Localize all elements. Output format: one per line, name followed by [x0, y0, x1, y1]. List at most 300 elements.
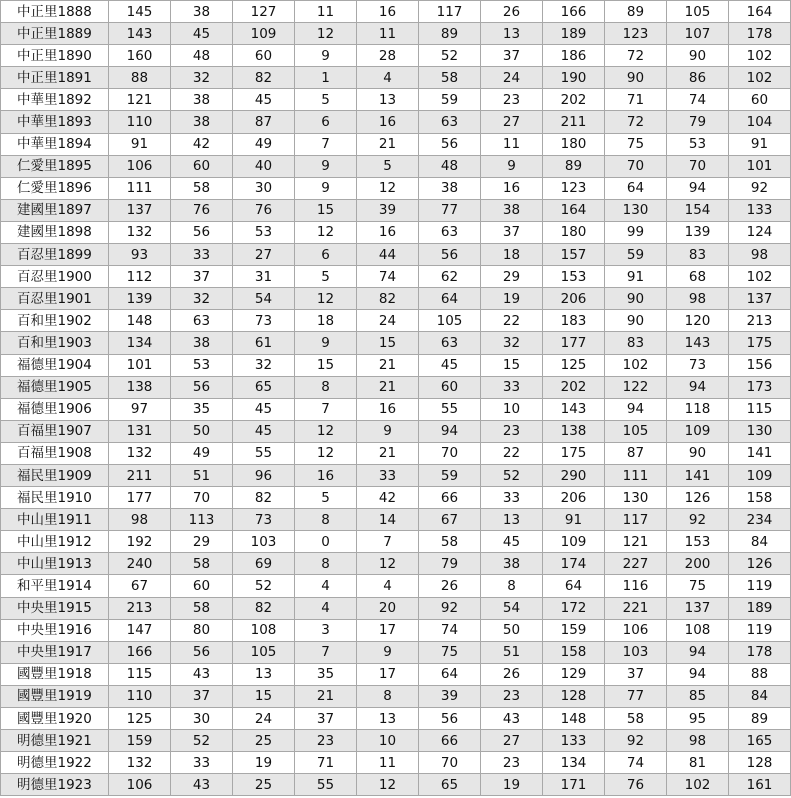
value-cell: 63: [171, 310, 233, 332]
value-cell: 33: [171, 244, 233, 266]
value-cell: 128: [543, 685, 605, 707]
value-cell: 30: [171, 708, 233, 730]
value-cell: 21: [357, 133, 419, 155]
value-cell: 44: [357, 244, 419, 266]
table-row: [1, 619, 791, 641]
value-cell: 40: [233, 155, 295, 177]
value-cell: 89: [729, 708, 791, 730]
value-cell: 12: [295, 442, 357, 464]
value-cell: 134: [543, 752, 605, 774]
value-cell: 59: [605, 244, 667, 266]
table-row: [1, 244, 791, 266]
value-cell: 62: [419, 266, 481, 288]
table-row: [1, 89, 791, 111]
table-row: [1, 464, 791, 486]
value-cell: 21: [357, 442, 419, 464]
value-cell: 91: [729, 133, 791, 155]
value-cell: 59: [419, 464, 481, 486]
value-cell: 71: [605, 89, 667, 111]
value-cell: 70: [667, 155, 729, 177]
value-cell: 13: [357, 89, 419, 111]
value-cell: 54: [233, 288, 295, 310]
value-cell: 123: [543, 177, 605, 199]
value-cell: 5: [295, 266, 357, 288]
table-row: [1, 199, 791, 221]
value-cell: 39: [357, 199, 419, 221]
value-cell: 45: [233, 89, 295, 111]
table-row: [1, 332, 791, 354]
value-cell: 69: [233, 553, 295, 575]
value-cell: 90: [605, 288, 667, 310]
value-cell: 45: [481, 531, 543, 553]
value-cell: 91: [543, 509, 605, 531]
value-cell: 126: [729, 553, 791, 575]
value-cell: 119: [729, 575, 791, 597]
row-label-cell: 百和里1903: [1, 332, 109, 354]
value-cell: 43: [171, 663, 233, 685]
value-cell: 109: [667, 420, 729, 442]
value-cell: 89: [605, 1, 667, 23]
value-cell: 127: [233, 1, 295, 23]
value-cell: 9: [295, 332, 357, 354]
value-cell: 55: [295, 774, 357, 796]
value-cell: 9: [295, 45, 357, 67]
value-cell: 111: [109, 177, 171, 199]
value-cell: 159: [109, 730, 171, 752]
value-cell: 45: [233, 420, 295, 442]
value-cell: 160: [109, 45, 171, 67]
value-cell: 21: [295, 685, 357, 707]
value-cell: 63: [419, 111, 481, 133]
value-cell: 139: [667, 221, 729, 243]
value-cell: 30: [233, 177, 295, 199]
value-cell: 45: [171, 23, 233, 45]
table-row: [1, 67, 791, 89]
value-cell: 132: [109, 442, 171, 464]
value-cell: 165: [729, 730, 791, 752]
value-cell: 180: [543, 133, 605, 155]
value-cell: 12: [295, 221, 357, 243]
value-cell: 11: [481, 133, 543, 155]
value-cell: 65: [233, 376, 295, 398]
value-cell: 16: [481, 177, 543, 199]
value-cell: 77: [605, 685, 667, 707]
value-cell: 190: [543, 67, 605, 89]
table-row: [1, 45, 791, 67]
value-cell: 186: [543, 45, 605, 67]
value-cell: 92: [729, 177, 791, 199]
value-cell: 105: [419, 310, 481, 332]
value-cell: 109: [729, 464, 791, 486]
value-cell: 94: [667, 641, 729, 663]
table-row: [1, 752, 791, 774]
value-cell: 50: [171, 420, 233, 442]
value-cell: 211: [109, 464, 171, 486]
row-label-cell: 百福里1907: [1, 420, 109, 442]
value-cell: 132: [109, 221, 171, 243]
value-cell: 35: [295, 663, 357, 685]
row-label-cell: 中山里1911: [1, 509, 109, 531]
value-cell: 58: [419, 67, 481, 89]
value-cell: 206: [543, 487, 605, 509]
value-cell: 27: [481, 730, 543, 752]
value-cell: 213: [729, 310, 791, 332]
value-cell: 88: [729, 663, 791, 685]
value-cell: 9: [481, 155, 543, 177]
value-cell: 108: [233, 619, 295, 641]
value-cell: 101: [729, 155, 791, 177]
value-cell: 7: [357, 531, 419, 553]
value-cell: 48: [171, 45, 233, 67]
value-cell: 90: [605, 310, 667, 332]
value-cell: 189: [729, 597, 791, 619]
value-cell: 175: [543, 442, 605, 464]
value-cell: 94: [667, 177, 729, 199]
row-label-cell: 中華里1893: [1, 111, 109, 133]
value-cell: 49: [171, 442, 233, 464]
value-cell: 90: [667, 45, 729, 67]
value-cell: 84: [729, 531, 791, 553]
value-cell: 206: [543, 288, 605, 310]
row-label-cell: 中正里1890: [1, 45, 109, 67]
row-label-cell: 中央里1915: [1, 597, 109, 619]
value-cell: 16: [357, 111, 419, 133]
value-cell: 82: [233, 597, 295, 619]
table-row: [1, 641, 791, 663]
value-cell: 56: [419, 244, 481, 266]
value-cell: 33: [481, 487, 543, 509]
table-row: [1, 575, 791, 597]
value-cell: 166: [109, 641, 171, 663]
value-cell: 200: [667, 553, 729, 575]
value-cell: 92: [419, 597, 481, 619]
value-cell: 12: [295, 288, 357, 310]
value-cell: 70: [605, 155, 667, 177]
value-cell: 192: [109, 531, 171, 553]
value-cell: 90: [667, 442, 729, 464]
value-cell: 9: [357, 641, 419, 663]
value-cell: 79: [419, 553, 481, 575]
value-cell: 27: [481, 111, 543, 133]
table-row: [1, 774, 791, 796]
value-cell: 17: [357, 619, 419, 641]
value-cell: 55: [233, 442, 295, 464]
row-label-cell: 明德里1923: [1, 774, 109, 796]
row-label-cell: 中華里1894: [1, 133, 109, 155]
table-row: [1, 597, 791, 619]
value-cell: 42: [171, 133, 233, 155]
value-cell: 64: [605, 177, 667, 199]
value-cell: 28: [357, 45, 419, 67]
value-cell: 178: [729, 23, 791, 45]
value-cell: 95: [667, 708, 729, 730]
value-cell: 74: [357, 266, 419, 288]
value-cell: 76: [171, 199, 233, 221]
value-cell: 11: [295, 1, 357, 23]
value-cell: 102: [729, 45, 791, 67]
value-cell: 98: [667, 730, 729, 752]
value-cell: 73: [233, 310, 295, 332]
value-cell: 26: [481, 1, 543, 23]
row-label-cell: 建國里1897: [1, 199, 109, 221]
value-cell: 43: [171, 774, 233, 796]
value-cell: 85: [667, 685, 729, 707]
value-cell: 180: [543, 221, 605, 243]
table-row: [1, 310, 791, 332]
value-cell: 164: [543, 199, 605, 221]
value-cell: 8: [295, 509, 357, 531]
value-cell: 56: [171, 376, 233, 398]
value-cell: 240: [109, 553, 171, 575]
value-cell: 102: [729, 67, 791, 89]
value-cell: 111: [605, 464, 667, 486]
value-cell: 110: [109, 111, 171, 133]
value-cell: 25: [233, 774, 295, 796]
value-cell: 58: [171, 177, 233, 199]
value-cell: 38: [419, 177, 481, 199]
value-cell: 75: [605, 133, 667, 155]
value-cell: 51: [171, 464, 233, 486]
value-cell: 108: [667, 619, 729, 641]
row-label-cell: 百忍里1899: [1, 244, 109, 266]
value-cell: 123: [605, 23, 667, 45]
value-cell: 131: [109, 420, 171, 442]
value-cell: 45: [233, 398, 295, 420]
value-cell: 153: [667, 531, 729, 553]
value-cell: 23: [481, 89, 543, 111]
value-cell: 9: [295, 155, 357, 177]
row-label-cell: 福德里1904: [1, 354, 109, 376]
value-cell: 83: [667, 244, 729, 266]
row-label-cell: 中山里1913: [1, 553, 109, 575]
value-cell: 103: [605, 641, 667, 663]
value-cell: 5: [295, 89, 357, 111]
value-cell: 32: [171, 288, 233, 310]
value-cell: 77: [419, 199, 481, 221]
value-cell: 87: [605, 442, 667, 464]
value-cell: 84: [729, 685, 791, 707]
value-cell: 82: [357, 288, 419, 310]
row-label-cell: 福德里1905: [1, 376, 109, 398]
row-label-cell: 福民里1910: [1, 487, 109, 509]
value-cell: 73: [233, 509, 295, 531]
value-cell: 102: [667, 774, 729, 796]
value-cell: 18: [295, 310, 357, 332]
value-cell: 290: [543, 464, 605, 486]
value-cell: 8: [295, 376, 357, 398]
value-cell: 49: [233, 133, 295, 155]
table-row: [1, 111, 791, 133]
value-cell: 29: [481, 266, 543, 288]
value-cell: 29: [171, 531, 233, 553]
value-cell: 60: [729, 89, 791, 111]
value-cell: 12: [295, 420, 357, 442]
value-cell: 133: [729, 199, 791, 221]
value-cell: 65: [419, 774, 481, 796]
value-cell: 115: [109, 663, 171, 685]
value-cell: 38: [171, 1, 233, 23]
value-cell: 20: [357, 597, 419, 619]
value-cell: 64: [419, 663, 481, 685]
value-cell: 74: [605, 752, 667, 774]
value-cell: 109: [543, 531, 605, 553]
value-cell: 92: [667, 509, 729, 531]
value-cell: 38: [481, 199, 543, 221]
value-cell: 38: [171, 332, 233, 354]
value-cell: 9: [357, 420, 419, 442]
value-cell: 14: [357, 509, 419, 531]
value-cell: 117: [419, 1, 481, 23]
value-cell: 137: [667, 597, 729, 619]
value-cell: 37: [295, 708, 357, 730]
value-cell: 106: [605, 619, 667, 641]
value-cell: 137: [109, 199, 171, 221]
value-cell: 213: [109, 597, 171, 619]
value-cell: 92: [605, 730, 667, 752]
value-cell: 70: [419, 752, 481, 774]
value-cell: 137: [729, 288, 791, 310]
value-cell: 10: [481, 398, 543, 420]
value-cell: 183: [543, 310, 605, 332]
value-cell: 59: [419, 89, 481, 111]
value-cell: 98: [667, 288, 729, 310]
value-cell: 178: [729, 641, 791, 663]
value-cell: 175: [729, 332, 791, 354]
table-row: [1, 354, 791, 376]
row-label-cell: 百忍里1901: [1, 288, 109, 310]
value-cell: 21: [357, 354, 419, 376]
value-cell: 234: [729, 509, 791, 531]
value-cell: 153: [543, 266, 605, 288]
value-cell: 53: [171, 354, 233, 376]
value-cell: 177: [109, 487, 171, 509]
value-cell: 72: [605, 45, 667, 67]
value-cell: 124: [729, 221, 791, 243]
value-cell: 27: [233, 244, 295, 266]
value-cell: 51: [481, 641, 543, 663]
value-cell: 60: [233, 45, 295, 67]
value-cell: 189: [543, 23, 605, 45]
value-cell: 37: [481, 45, 543, 67]
value-cell: 52: [171, 730, 233, 752]
value-cell: 172: [543, 597, 605, 619]
value-cell: 148: [109, 310, 171, 332]
value-cell: 76: [233, 199, 295, 221]
value-cell: 8: [481, 575, 543, 597]
value-cell: 143: [667, 332, 729, 354]
value-cell: 83: [605, 332, 667, 354]
value-cell: 171: [543, 774, 605, 796]
value-cell: 0: [295, 531, 357, 553]
value-cell: 157: [543, 244, 605, 266]
value-cell: 105: [605, 420, 667, 442]
value-cell: 54: [481, 597, 543, 619]
value-cell: 26: [481, 663, 543, 685]
value-cell: 5: [357, 155, 419, 177]
value-cell: 50: [481, 619, 543, 641]
value-cell: 119: [729, 619, 791, 641]
value-cell: 60: [171, 575, 233, 597]
value-cell: 12: [295, 23, 357, 45]
row-label-cell: 國豐里1919: [1, 685, 109, 707]
value-cell: 37: [605, 663, 667, 685]
value-cell: 7: [295, 133, 357, 155]
value-cell: 23: [295, 730, 357, 752]
value-cell: 115: [729, 398, 791, 420]
row-label-cell: 仁愛里1896: [1, 177, 109, 199]
row-label-cell: 國豐里1920: [1, 708, 109, 730]
table-row: [1, 730, 791, 752]
value-cell: 13: [233, 663, 295, 685]
row-label-cell: 國豐里1918: [1, 663, 109, 685]
table-row: [1, 155, 791, 177]
row-label-cell: 百福里1908: [1, 442, 109, 464]
value-cell: 94: [605, 398, 667, 420]
value-cell: 61: [233, 332, 295, 354]
value-cell: 4: [357, 67, 419, 89]
table-row: [1, 553, 791, 575]
row-label-cell: 中正里1889: [1, 23, 109, 45]
value-cell: 31: [233, 266, 295, 288]
row-label-cell: 明德里1921: [1, 730, 109, 752]
value-cell: 89: [543, 155, 605, 177]
value-cell: 19: [233, 752, 295, 774]
row-label-cell: 仁愛里1895: [1, 155, 109, 177]
value-cell: 11: [357, 23, 419, 45]
value-cell: 15: [233, 685, 295, 707]
value-cell: 138: [543, 420, 605, 442]
value-cell: 88: [109, 67, 171, 89]
value-cell: 112: [109, 266, 171, 288]
value-cell: 53: [233, 221, 295, 243]
value-cell: 98: [109, 509, 171, 531]
value-cell: 202: [543, 376, 605, 398]
value-cell: 174: [543, 553, 605, 575]
value-cell: 139: [109, 288, 171, 310]
value-cell: 126: [667, 487, 729, 509]
value-cell: 15: [357, 332, 419, 354]
table-row: [1, 133, 791, 155]
value-cell: 58: [171, 553, 233, 575]
value-cell: 116: [605, 575, 667, 597]
value-cell: 138: [109, 376, 171, 398]
value-cell: 97: [109, 398, 171, 420]
value-cell: 145: [109, 1, 171, 23]
value-cell: 23: [481, 685, 543, 707]
value-cell: 94: [419, 420, 481, 442]
value-cell: 202: [543, 89, 605, 111]
value-cell: 52: [419, 45, 481, 67]
value-cell: 102: [729, 266, 791, 288]
table-row: [1, 221, 791, 243]
value-cell: 37: [481, 221, 543, 243]
value-cell: 147: [109, 619, 171, 641]
value-cell: 72: [605, 111, 667, 133]
value-cell: 143: [109, 23, 171, 45]
value-cell: 158: [729, 487, 791, 509]
value-cell: 143: [543, 398, 605, 420]
value-cell: 79: [667, 111, 729, 133]
value-cell: 43: [481, 708, 543, 730]
value-cell: 56: [419, 133, 481, 155]
value-cell: 53: [667, 133, 729, 155]
value-cell: 16: [357, 398, 419, 420]
value-cell: 121: [109, 89, 171, 111]
table-row: [1, 531, 791, 553]
value-cell: 19: [481, 774, 543, 796]
value-cell: 56: [419, 708, 481, 730]
value-cell: 33: [357, 464, 419, 486]
